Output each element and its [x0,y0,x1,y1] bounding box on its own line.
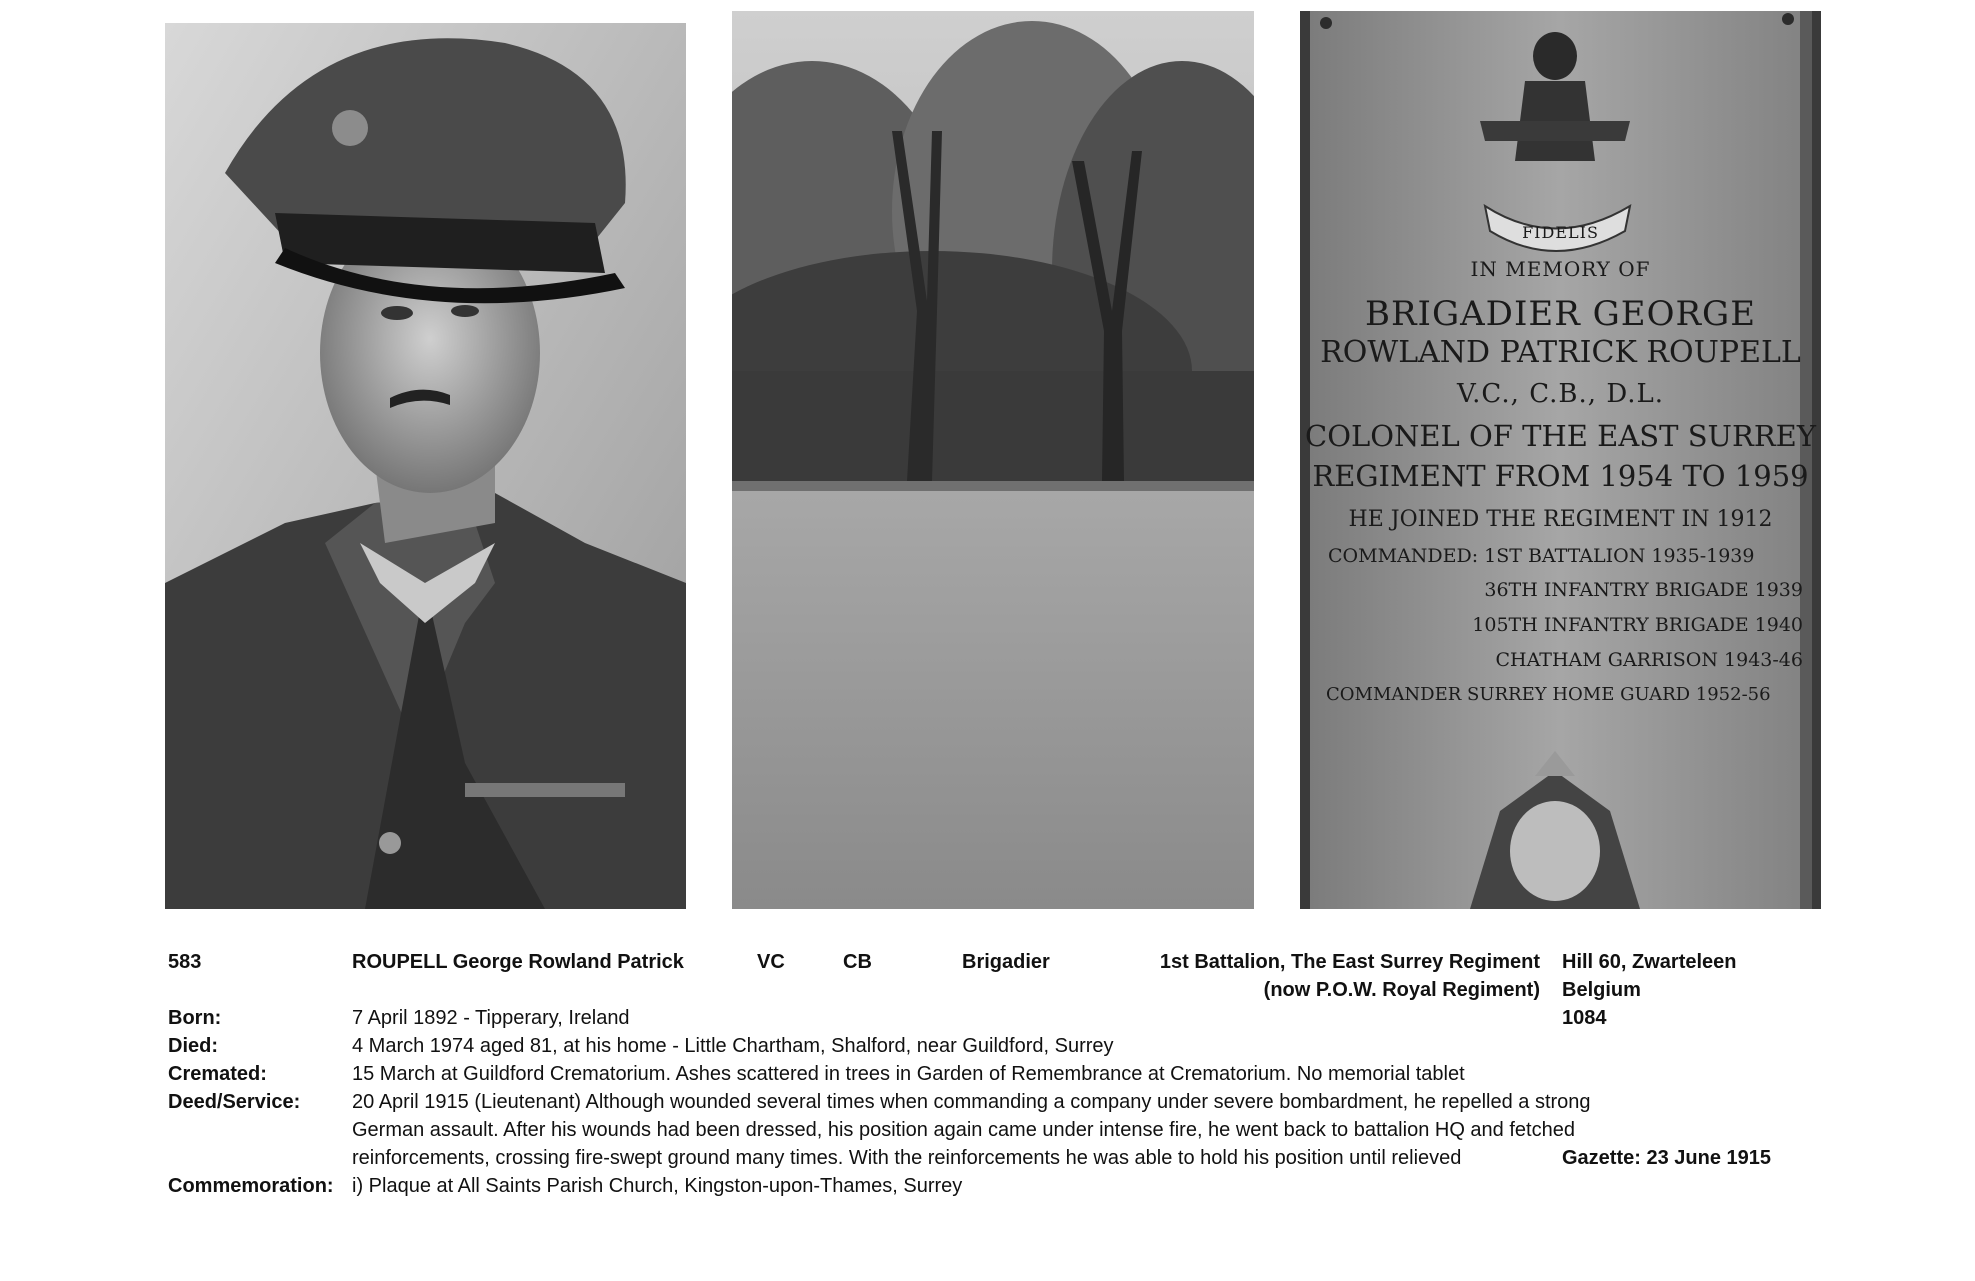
plaque-motto: FIDELIS [1522,223,1599,242]
unit-line-2: (now P.O.W. Royal Regiment) [1263,979,1540,1001]
memorial-plaque-photo [1300,11,1821,909]
recipient-name: ROUPELL George Rowland Patrick [352,951,684,973]
died-label: Died: [168,1035,218,1057]
garden-of-remembrance-photo [732,11,1254,909]
portrait-photo [165,23,686,909]
unit-line-1: 1st Battalion, The East Surrey Regiment [1159,951,1540,973]
plaque-inscription [1300,11,1821,909]
deed-label: Deed/Service: [168,1091,301,1113]
cremated-value: 15 March at Guildford Crematorium. Ashes scattered in trees in Garden of Remembrance at Crematorium. No memorial tablet [352,1063,1465,1085]
born-label: Born: [168,1007,222,1029]
plaque-line: V.C., C.B., D.L. [1456,379,1665,409]
plaque-line: BRIGADIER GEORGE [1364,294,1757,334]
cremated-label: Cremated: [168,1063,267,1085]
plaque-line: 105TH INFANTRY BRIGADE 1940 [1472,614,1803,636]
died-value: 4 March 1974 aged 81, at his home - Little Chartham, Shalford, near Guildford, Surrey [352,1035,1114,1057]
plaque-line: COLONEL OF THE EAST SURREY [1305,419,1816,453]
plaque-line: REGIMENT FROM 1954 TO 1959 [1312,459,1809,493]
deed-text-line: 20 April 1915 (Lieutenant) Although wounded several times when commanding a company under severe bombardment, he repelled a strong [352,1091,1591,1113]
plaque-line: COMMANDED: 1ST BATTALION 1935-1939 [1328,545,1755,567]
commemoration-label: Commemoration: [168,1175,334,1197]
location-line-3: 1084 [1562,1007,1607,1029]
location-line-1: Hill 60, Zwarteleen [1562,951,1737,973]
record-number: 583 [168,951,202,973]
deed-text-line: reinforcements, crossing fire-swept ground many times. With the reinforcements he was able to hold his position until relieved [352,1147,1462,1169]
plaque-line: COMMANDER SURREY HOME GUARD 1952-56 [1326,684,1771,705]
location-line-2: Belgium [1562,979,1641,1001]
plaque-line: 36TH INFANTRY BRIGADE 1939 [1484,579,1803,601]
gazette-date: Gazette: 23 June 1915 [1562,1147,1771,1169]
award-vc: VC [757,951,785,973]
rank: Brigadier [962,951,1050,973]
deed-text-line: German assault. After his wounds had been dressed, his position again came under intense fire, he went back to battalion HQ and fetched [352,1119,1575,1141]
plaque-line: HE JOINED THE REGIMENT IN 1912 [1348,507,1773,532]
plaque-line: CHATHAM GARRISON 1943-46 [1495,649,1803,671]
award-cb: CB [843,951,872,973]
commemoration-value: i) Plaque at All Saints Parish Church, Kingston-upon-Thames, Surrey [352,1175,963,1197]
born-value: 7 April 1892 - Tipperary, Ireland [352,1007,630,1029]
plaque-line: IN MEMORY OF [1470,257,1651,281]
plaque-line: ROWLAND PATRICK ROUPELL [1320,335,1801,370]
